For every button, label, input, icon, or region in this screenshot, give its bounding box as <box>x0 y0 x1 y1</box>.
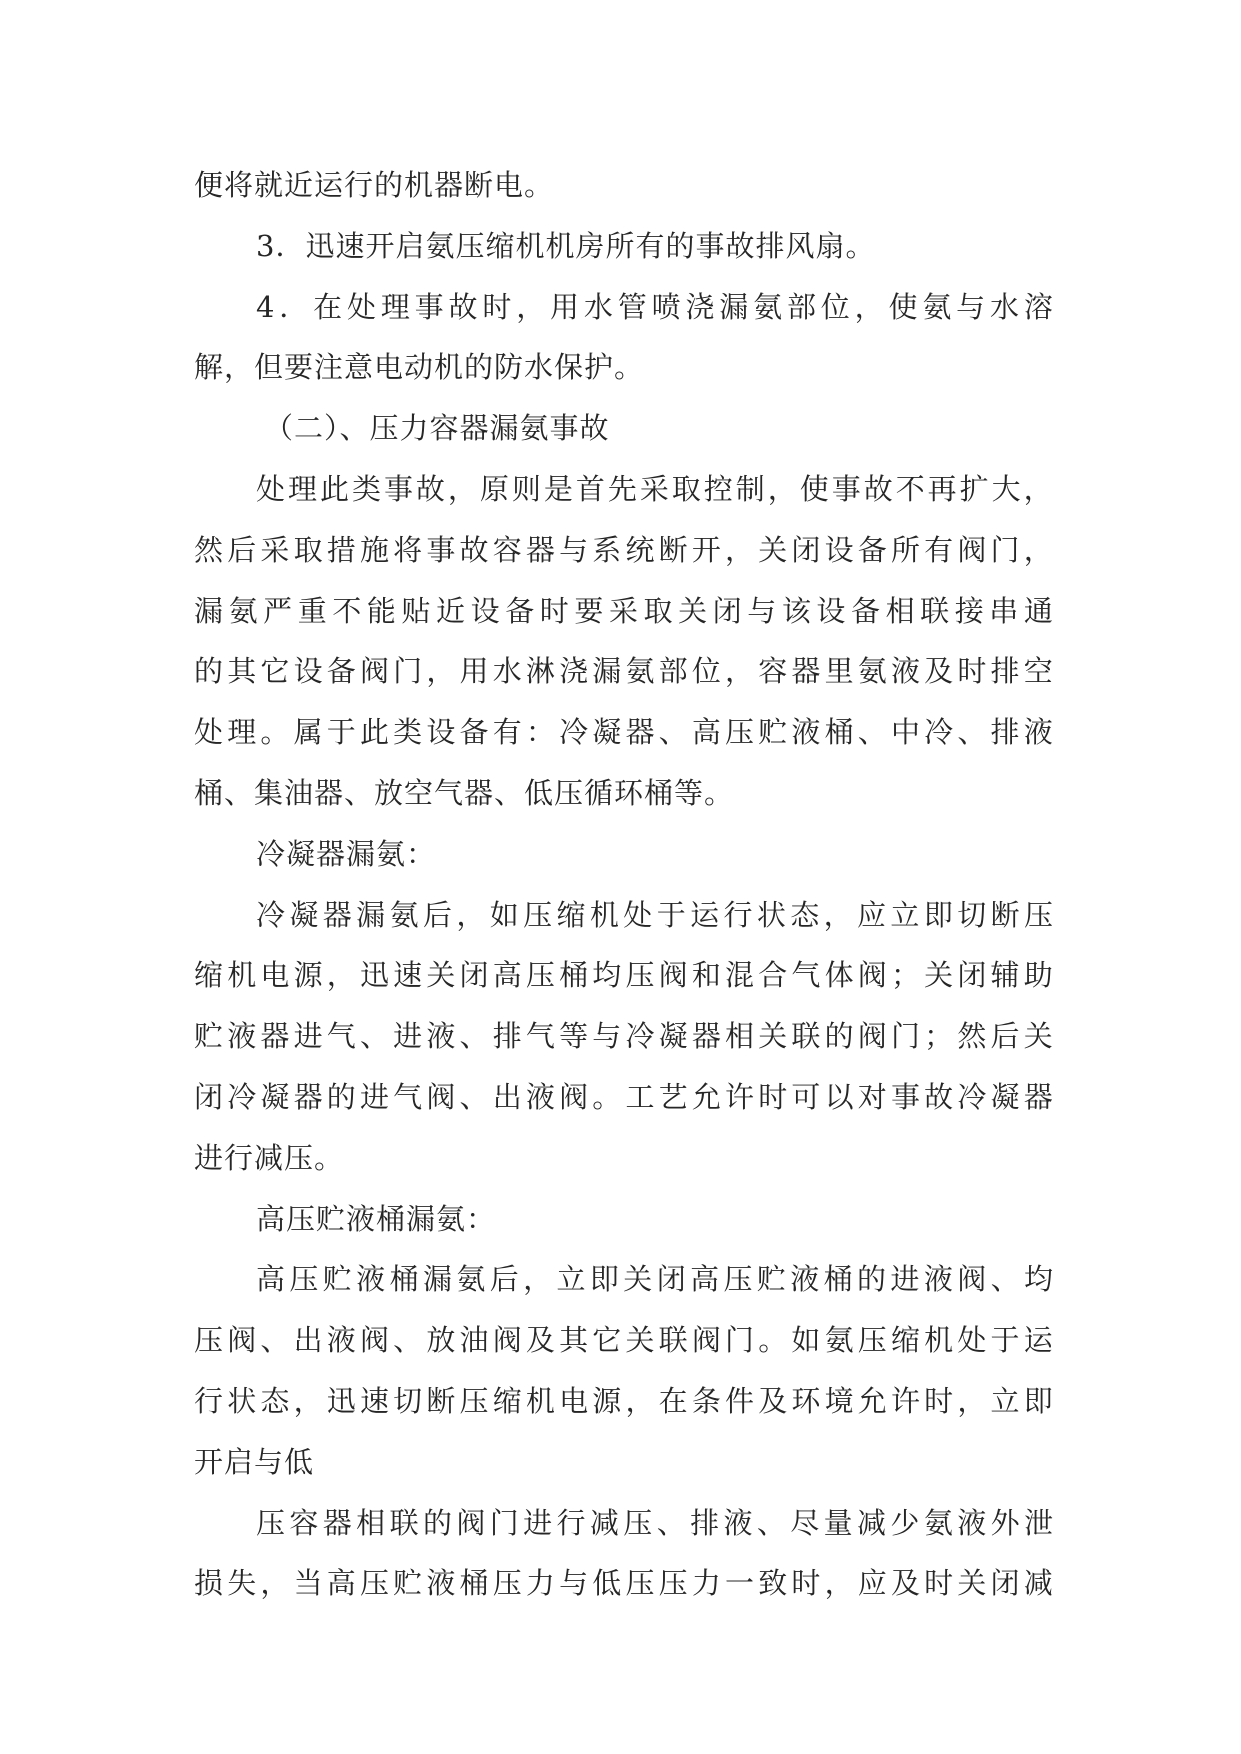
paragraph-line: 压 阀 、 出 液 阀 、 放 油 阀 及 其 它 关 联 阀 门 。 如 氨 压 缩 机 处 于 运 <box>194 1323 1054 1358</box>
paragraph-line: 开启与低 <box>194 1444 315 1479</box>
paragraph-line: 然 后 采 取 措 施 将 事 故 容 器 与 系 统 断 开 ， 关 闭 设 备 所 有 阀 门 ， <box>194 532 1054 567</box>
subheading-receiver: 高压贮液桶漏氨： <box>256 1201 497 1236</box>
paragraph-line: 贮 液 器 进 气 、 进 液 、 排 气 等 与 冷 凝 器 相 关 联 的 阀 门 ； 然 后 关 <box>194 1019 1054 1054</box>
paragraph-line: 便将就近运行的机器断电。 <box>194 168 555 202</box>
paragraph-line: 处 理 。 属 于 此 类 设 备 有 ： 冷 凝 器 、 高 压 贮 液 桶 、 中 冷 、 排 液 <box>194 715 1054 750</box>
paragraph-line: 冷 凝 器 漏 氨 后 ， 如 压 缩 机 处 于 运 行 状 态 ， 应 立 即 切 断 压 <box>256 897 1054 932</box>
paragraph-line: 进行减压。 <box>194 1140 345 1175</box>
paragraph-line: 缩 机 电 源 ， 迅 速 关 闭 高 压 桶 均 压 阀 和 混 合 气 体 阀 ； 关 闭 辅 助 <box>194 958 1054 993</box>
list-item-3: 3．迅速开启氨压缩机机房所有的事故排风扇。 <box>256 228 876 263</box>
paragraph-line: 桶、集油器、放空气器、低压循环桶等。 <box>194 775 735 810</box>
paragraph-line: 解，但要注意电动机的防水保护。 <box>194 350 645 385</box>
paragraph-line: 的 其 它 设 备 阀 门 ， 用 水 淋 浇 漏 氨 部 位 ， 容 器 里 氨 液 及 时 排 空 <box>194 654 1054 689</box>
paragraph-line: 闭 冷 凝 器 的 进 气 阀 、 出 液 阀 。 工 艺 允 许 时 可 以 对 事 故 冷 凝 器 <box>194 1079 1054 1114</box>
paragraph-line: 损 失 ， 当 高 压 贮 液 桶 压 力 与 低 压 压 力 一 致 时 ， 应 及 时 关 闭 减 <box>194 1566 1054 1601</box>
paragraph-line: 压 容 器 相 联 的 阀 门 进 行 减 压 、 排 液 、 尽 量 减 少 氨 液 外 泄 <box>256 1505 1054 1540</box>
section-heading: （二）、压力容器漏氨事故 <box>264 411 610 446</box>
paragraph-line: 处 理 此 类 事 故 ， 原 则 是 首 先 采 取 控 制 ， 使 事 故 不 再 扩 大 ， <box>256 471 1054 506</box>
paragraph-line: 漏 氨 严 重 不 能 贴 近 设 备 时 要 采 取 关 闭 与 该 设 备 相 联 接 串 通 <box>194 593 1054 628</box>
list-item-4: 4 ． 在 处 理 事 故 时 ， 用 水 管 喷 浇 漏 氨 部 位 ， 使 氨 与 水 溶 <box>256 289 1054 324</box>
paragraph-line: 行 状 态 ， 迅 速 切 断 压 缩 机 电 源 ， 在 条 件 及 环 境 允 许 时 ， 立 即 <box>194 1383 1054 1418</box>
document-body <box>194 155 1054 1614</box>
subheading-condenser: 冷凝器漏氨： <box>256 836 437 871</box>
paragraph-line: 高 压 贮 液 桶 漏 氨 后 ， 立 即 关 闭 高 压 贮 液 桶 的 进 液 阀 、 均 <box>256 1262 1054 1297</box>
